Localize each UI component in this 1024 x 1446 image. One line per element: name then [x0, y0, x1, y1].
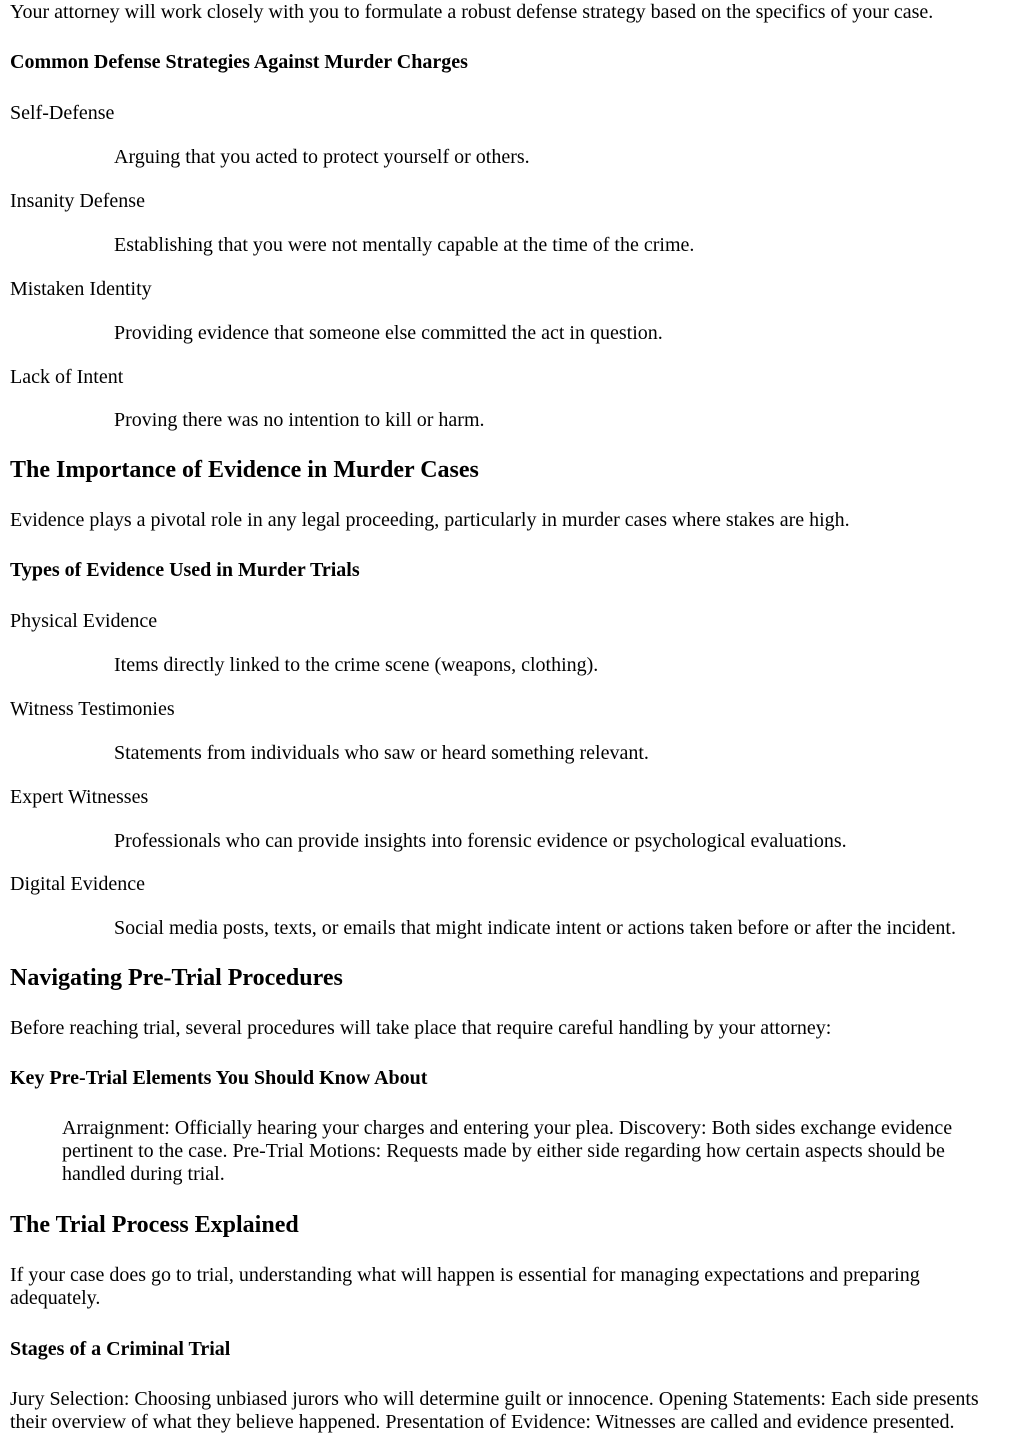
defense-term-mistaken-identity: Mistaken Identity: [10, 278, 152, 300]
defense-strategies-heading: Common Defense Strategies Against Murder Charges: [10, 51, 468, 73]
defense-desc-lack-of-intent: Proving there was no intention to kill or harm.: [114, 409, 485, 431]
defense-term-lack-of-intent: Lack of Intent: [10, 366, 124, 388]
defense-term-insanity: Insanity Defense: [10, 190, 145, 212]
evidence-desc-digital: Social media posts, texts, or emails that might indicate intent or actions taken before or after the incident.: [114, 917, 956, 939]
evidence-term-witness: Witness Testimonies: [10, 698, 175, 720]
evidence-term-digital: Digital Evidence: [10, 873, 145, 895]
trial-paragraph: If your case does go to trial, understanding what will happen is essential for managing expectations and preparing adequately.: [10, 1264, 920, 1309]
trial-stages-paragraph: Jury Selection: Choosing unbiased jurors who will determine guilt or innocence. Opening Statements: Each side presents their overview of what they believe happened. Presentation of Evidence: Witnesses are called and evidence presented.: [10, 1388, 979, 1433]
evidence-desc-expert: Professionals who can provide insights into forensic evidence or psychological evaluations.: [114, 830, 847, 852]
defense-term-self-defense: Self-Defense: [10, 102, 115, 124]
evidence-term-expert: Expert Witnesses: [10, 786, 149, 808]
pretrial-elements-heading: Key Pre-Trial Elements You Should Know About: [10, 1067, 428, 1089]
pretrial-heading: Navigating Pre-Trial Procedures: [10, 965, 343, 991]
defense-desc-self-defense: Arguing that you acted to protect yourself or others.: [114, 146, 530, 168]
intro-paragraph: Your attorney will work closely with you to formulate a robust defense strategy based on the specifics of your case.: [10, 1, 934, 23]
trial-stages-heading: Stages of a Criminal Trial: [10, 1338, 231, 1360]
evidence-desc-witness: Statements from individuals who saw or heard something relevant.: [114, 742, 649, 764]
trial-heading: The Trial Process Explained: [10, 1212, 299, 1238]
evidence-paragraph: Evidence plays a pivotal role in any legal proceeding, particularly in murder cases where stakes are high.: [10, 509, 850, 531]
defense-desc-mistaken-identity: Providing evidence that someone else committed the act in question.: [114, 322, 663, 344]
pretrial-paragraph: Before reaching trial, several procedures will take place that require careful handling by your attorney:: [10, 1017, 832, 1039]
evidence-desc-physical: Items directly linked to the crime scene (weapons, clothing).: [114, 654, 599, 676]
defense-desc-insanity: Establishing that you were not mentally capable at the time of the crime.: [114, 234, 695, 256]
evidence-heading: The Importance of Evidence in Murder Cases: [10, 457, 479, 483]
evidence-types-heading: Types of Evidence Used in Murder Trials: [10, 559, 360, 581]
pretrial-elements-quote: Arraignment: Officially hearing your charges and entering your plea. Discovery: Both sides exchange evidence pertinent to the case. Pre-Trial Motions: Requests made by either side regarding how certain aspects should be handled during trial.: [62, 1117, 953, 1185]
evidence-term-physical: Physical Evidence: [10, 610, 158, 632]
